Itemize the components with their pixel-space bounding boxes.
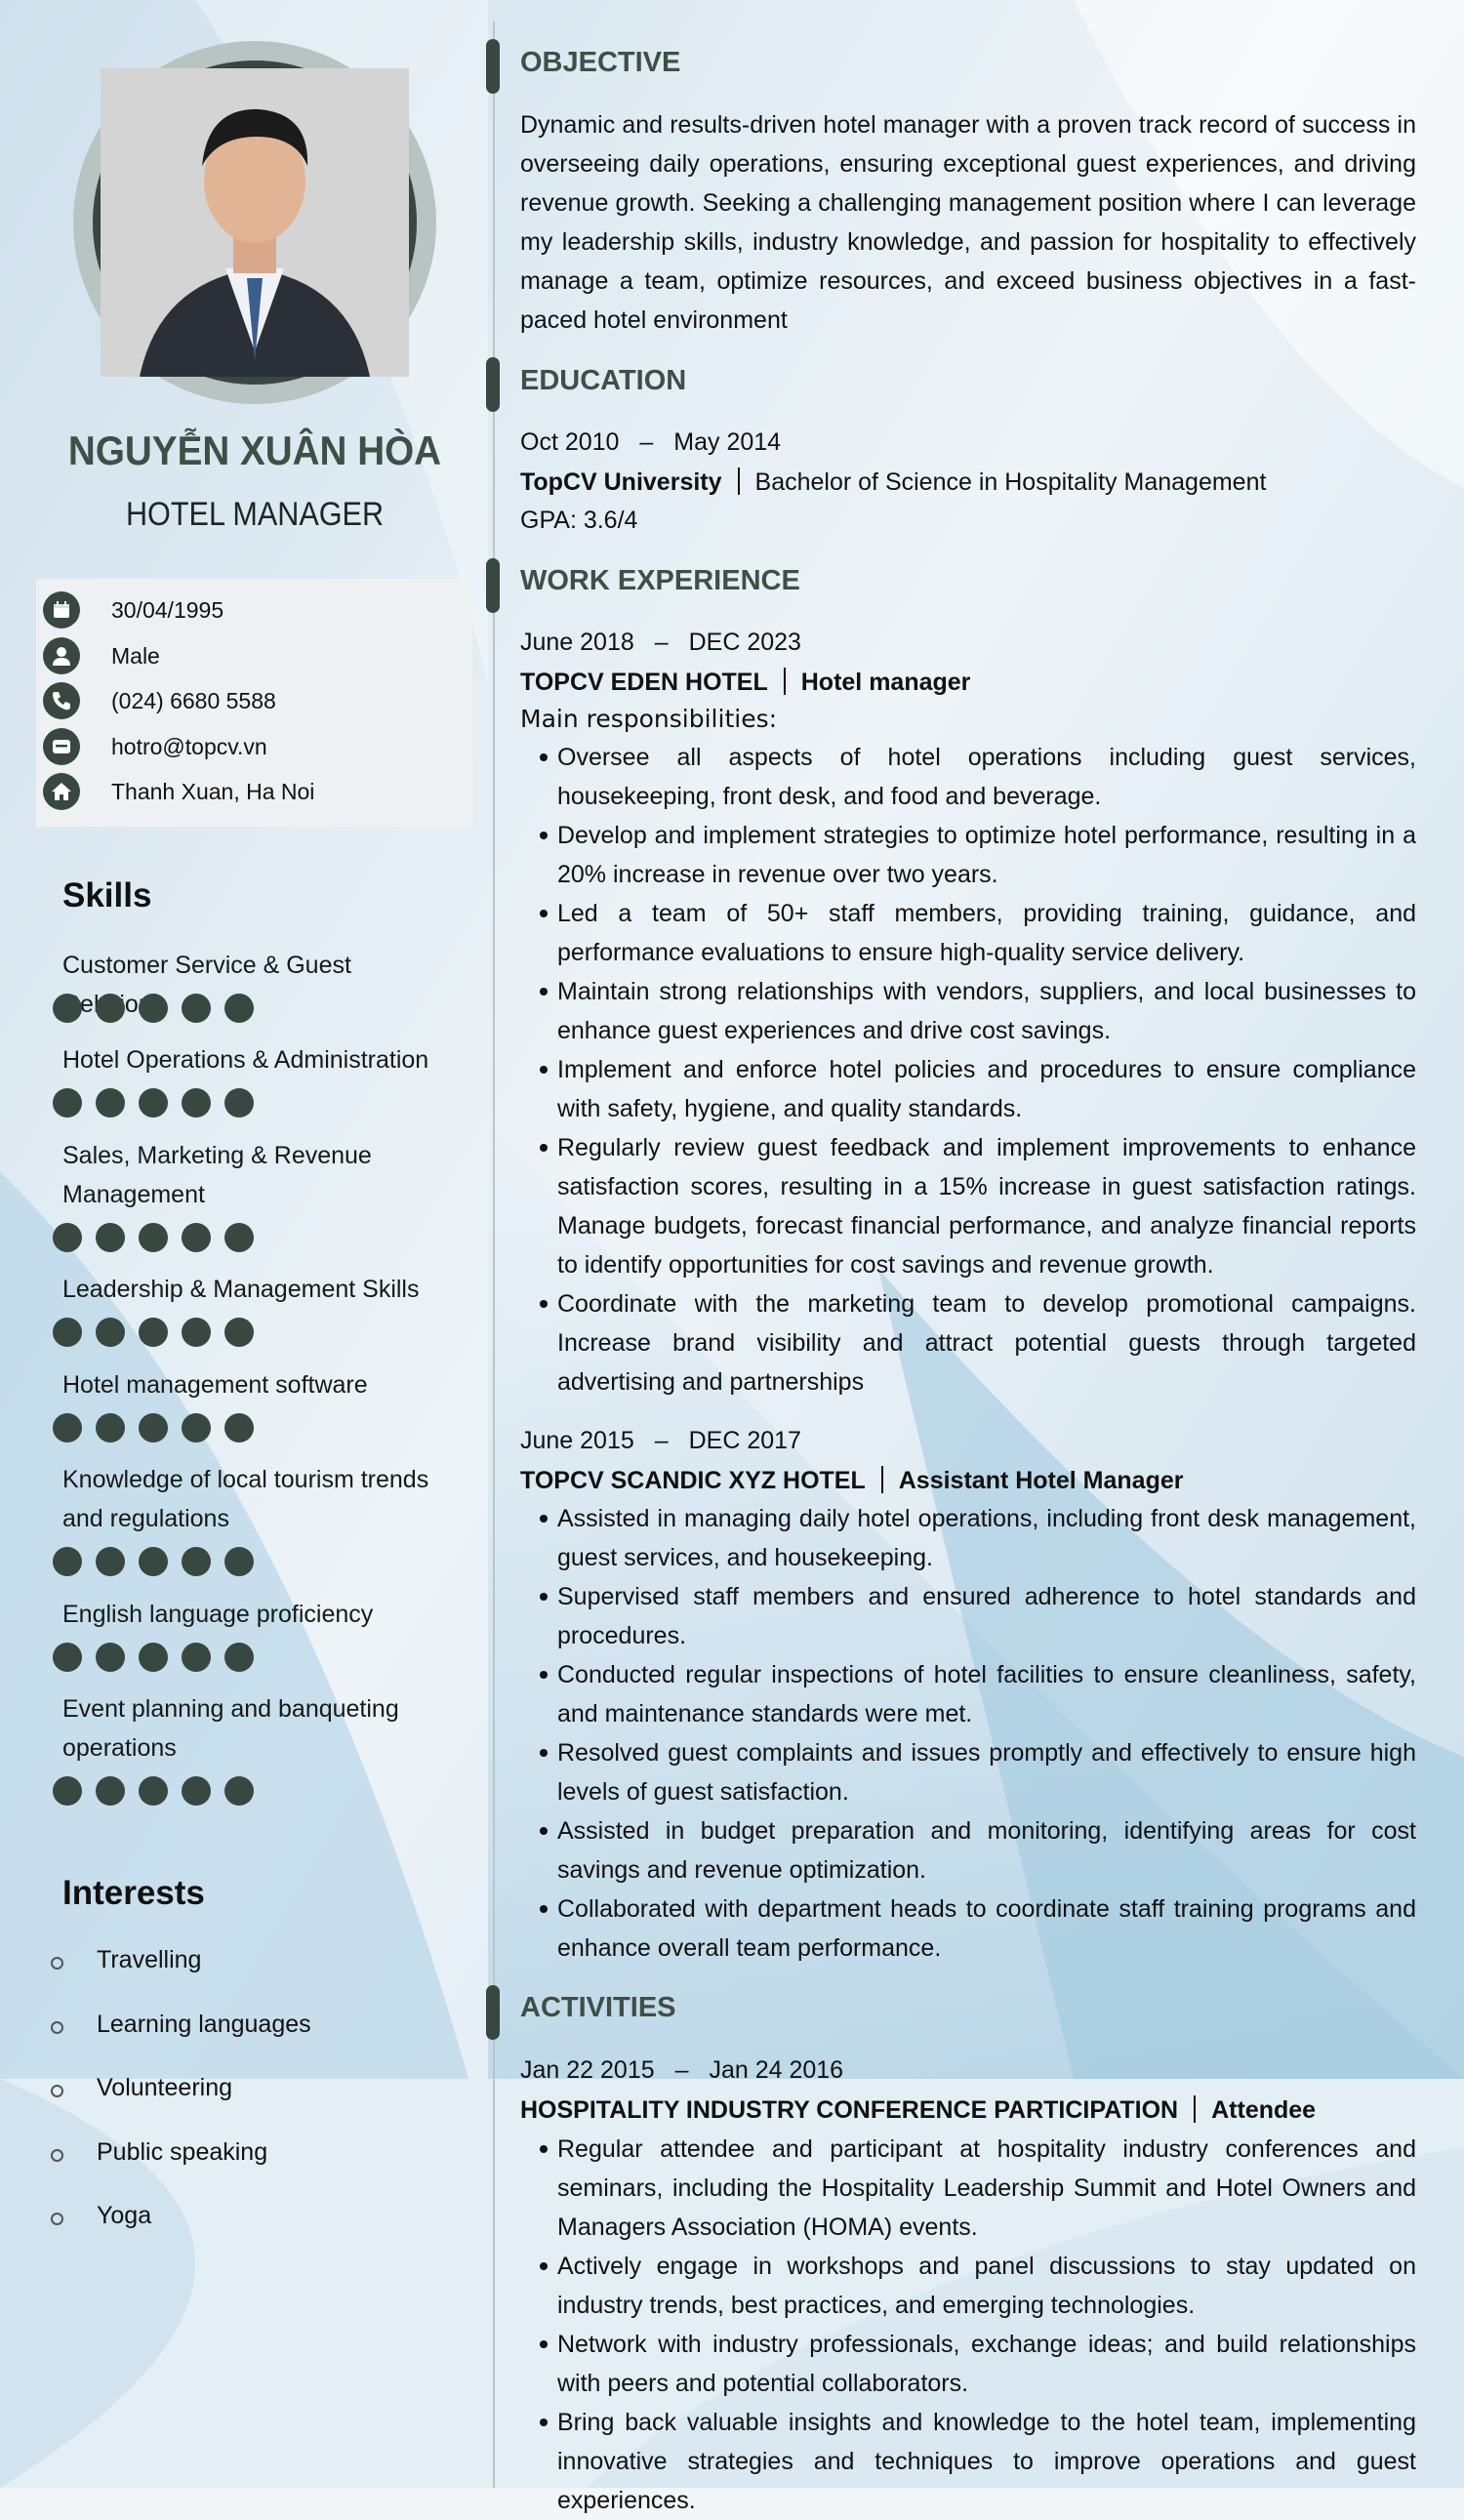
skill-name: Hotel Operations & Administration	[62, 1046, 429, 1074]
skills-title: Skills	[62, 876, 152, 915]
list-item: Resolved guest complaints and issues promptly and effectively to ensure high levels of guest satisfaction.	[520, 1733, 1416, 1811]
calendar-icon	[43, 591, 80, 629]
contact-text: 30/04/1995	[111, 596, 224, 623]
list-item: Regularly review guest feedback and implement improvements to enhance satisfaction scores, resulting in a 15% increase in guest satisfaction ratings. Manage budgets, forecast financial performance, and analyze financial reports to identify opportunities for cost savings and revenue growth.	[520, 1128, 1416, 1284]
skill-name: Event planning and banqueting operations	[62, 1695, 399, 1762]
rating-dot	[182, 1318, 211, 1347]
education-title: EDUCATION	[520, 365, 687, 396]
rating-dot	[224, 1776, 254, 1806]
skill-rating	[53, 1413, 254, 1443]
date-end: Jan 24 2016	[709, 2056, 844, 2084]
rating-dot	[139, 1318, 168, 1347]
skill-name: Customer Service & Guest	[62, 952, 351, 979]
rating-dot	[182, 1088, 211, 1118]
activity-event-line	[520, 2095, 1316, 2125]
list-item: Coordinate with the marketing team to develop promotional campaigns. Increase brand visibility and attract potential guests through targeted advertising and partnerships	[520, 1284, 1416, 1402]
list-item: Assisted in budget preparation and monitoring, identifying areas for cost savings and revenue optimization.	[520, 1811, 1416, 1890]
section-marker	[486, 39, 500, 94]
activity-dates	[520, 2056, 843, 2085]
separator-bar	[784, 668, 786, 695]
profile-photo	[93, 61, 417, 385]
list-item: Supervised staff members and ensured adherence to hotel standards and procedures.	[520, 1577, 1416, 1655]
skill-name: Leadership & Management Skills	[62, 1276, 420, 1303]
education-school-line	[520, 467, 1266, 497]
rating-dot	[139, 1223, 168, 1252]
section-marker	[486, 1985, 500, 2040]
rating-dot	[182, 1413, 211, 1443]
degree: Bachelor of Science in Hospitality Management	[754, 468, 1267, 496]
job-company-line	[520, 1466, 1184, 1495]
list-item: Conducted regular inspections of hotel facilities to ensure cleanliness, safety, and maintenance standards were met.	[520, 1655, 1416, 1733]
rating-dot	[53, 994, 82, 1023]
list-item: Led a team of 50+ staff members, providing training, guidance, and performance evaluations to ensure high-quality service delivery.	[520, 894, 1416, 972]
rating-dot	[96, 1776, 125, 1806]
rating-dot	[224, 1088, 254, 1118]
education-dates	[520, 428, 781, 457]
rating-dot	[182, 1223, 211, 1252]
rating-dot	[182, 1643, 211, 1672]
interest-label: Public speaking	[97, 2138, 268, 2166]
skill-name: Knowledge of local tourism trends and regulations	[62, 1466, 429, 1532]
rating-dot	[139, 1776, 168, 1806]
interests-title: Interests	[62, 1874, 205, 1912]
skill-name: English language proficiency	[62, 1601, 374, 1628]
contact-text: hotro@topcv.vn	[111, 733, 267, 759]
contact-info	[36, 579, 472, 827]
circle-bullet-icon	[51, 1957, 63, 1970]
rating-dot	[53, 1776, 82, 1806]
skill-rating	[53, 994, 254, 1023]
rating-dot	[53, 1547, 82, 1576]
rating-dot	[139, 1413, 168, 1443]
rating-dot	[182, 1776, 211, 1806]
activity-details	[520, 2130, 1416, 2520]
home-icon	[43, 773, 80, 810]
job-company-line	[520, 668, 970, 697]
interest-item	[51, 2074, 232, 2102]
separator-bar	[881, 1466, 883, 1493]
list-item: Maintain strong relationships with vendors, suppliers, and local businesses to enhance guest experiences and drive cost savings.	[520, 972, 1416, 1050]
rating-dot	[139, 1643, 168, 1672]
separator-bar	[1194, 2095, 1196, 2123]
job-dates	[520, 629, 801, 657]
rating-dot	[224, 1318, 254, 1347]
rating-dot	[96, 1643, 125, 1672]
company-name: TOPCV SCANDIC XYZ HOTEL	[520, 1467, 866, 1494]
mail-icon	[43, 728, 80, 765]
date-separator: –	[654, 1427, 669, 1454]
phone-icon	[43, 682, 80, 719]
rating-dot	[139, 1547, 168, 1576]
job-responsibilities	[520, 738, 1416, 1402]
rating-dot	[96, 1088, 125, 1118]
job-position: Hotel manager	[800, 669, 971, 696]
rating-dot	[53, 1318, 82, 1347]
list-item: Regular attendee and participant at hospitality industry conferences and seminars, including the Hospitality Leadership Summit and Hotel Owners and Managers Association (HOMA) events.	[520, 2130, 1416, 2247]
skill-name: Sales, Marketing & Revenue Management	[62, 1142, 372, 1208]
sidebar	[0, 0, 488, 2488]
rating-dot	[53, 1223, 82, 1252]
date-separator: –	[674, 2056, 689, 2084]
event-role: Attendee	[1211, 2096, 1317, 2124]
skill-rating	[53, 1223, 254, 1252]
contact-text: Thanh Xuan, Ha Noi	[111, 778, 315, 804]
rating-dot	[224, 994, 254, 1023]
interest-label: Volunteering	[97, 2074, 233, 2101]
date-separator: –	[639, 428, 654, 456]
date-start: June 2015	[520, 1427, 634, 1454]
objective-title: OBJECTIVE	[520, 47, 681, 78]
rating-dot	[139, 1088, 168, 1118]
rating-dot	[96, 1547, 125, 1576]
separator-bar	[738, 467, 740, 495]
circle-bullet-icon	[51, 2021, 63, 2034]
job-responsibilities	[520, 1499, 1416, 1968]
rating-dot	[53, 1413, 82, 1443]
interest-label: Yoga	[97, 2202, 152, 2229]
rating-dot	[224, 1643, 254, 1672]
rating-dot	[53, 1088, 82, 1118]
candidate-name: NGUYỄN XUÂN HÒA	[67, 427, 442, 473]
list-item: Develop and implement strategies to optimize hotel performance, resulting in a 20% increase in revenue over two years.	[520, 816, 1416, 894]
rating-dot	[182, 1547, 211, 1576]
date-start: Oct 2010	[520, 428, 620, 456]
company-name: TOPCV EDEN HOTEL	[520, 669, 768, 696]
rating-dot	[182, 994, 211, 1023]
interest-label: Travelling	[97, 1946, 202, 1973]
interest-item	[51, 2011, 311, 2039]
activities-title: ACTIVITIES	[520, 1992, 676, 2023]
skill-rating	[53, 1318, 254, 1347]
date-start: Jan 22 2015	[520, 2056, 655, 2084]
skill-name: Hotel management software	[62, 1371, 368, 1399]
contact-row-email	[43, 727, 267, 766]
contact-text: (024) 6680 5588	[111, 687, 276, 713]
gpa: GPA: 3.6/4	[520, 507, 638, 534]
rating-dot	[96, 1318, 125, 1347]
person-portrait-icon	[101, 68, 409, 377]
rating-dot	[224, 1223, 254, 1252]
contact-row-birthday	[43, 590, 224, 630]
date-end: May 2014	[673, 428, 782, 456]
contact-row-address	[43, 772, 314, 811]
responsibilities-label: Main responsibilities:	[520, 705, 778, 733]
list-item: Bring back valuable insights and knowledge to the hotel team, implementing innovative strategies and techniques to improve operations and guest experiences.	[520, 2403, 1416, 2520]
list-item: Implement and enforce hotel policies and procedures to ensure compliance with safety, hygiene, and quality standards.	[520, 1050, 1416, 1128]
circle-bullet-icon	[51, 2149, 63, 2162]
interest-item	[51, 2202, 151, 2230]
profile-photo-ring	[73, 41, 436, 404]
rating-dot	[96, 1223, 125, 1252]
interest-item	[51, 2138, 267, 2167]
date-separator: –	[654, 629, 669, 656]
contact-row-gender	[43, 636, 160, 675]
rating-dot	[96, 994, 125, 1023]
rating-dot	[53, 1643, 82, 1672]
skill-rating	[53, 1643, 254, 1672]
job-dates	[520, 1427, 801, 1455]
interest-label: Learning languages	[97, 2011, 311, 2038]
list-item: Network with industry professionals, exchange ideas; and build relationships with peers and potential collaborators.	[520, 2325, 1416, 2403]
section-marker	[486, 357, 500, 412]
circle-bullet-icon	[51, 2085, 63, 2097]
date-start: June 2018	[520, 629, 634, 656]
list-item: Collaborated with department heads to coordinate staff training programs and enhance overall team performance.	[520, 1890, 1416, 1968]
circle-bullet-icon	[51, 2213, 63, 2225]
skill-rating	[53, 1547, 254, 1576]
date-end: DEC 2017	[688, 1427, 801, 1454]
rating-dot	[96, 1413, 125, 1443]
rating-dot	[224, 1547, 254, 1576]
rating-dot	[224, 1413, 254, 1443]
list-item: Assisted in managing daily hotel operations, including front desk management, guest services, and housekeeping.	[520, 1499, 1416, 1577]
objective-text: Dynamic and results-driven hotel manager with a proven track record of success in overseeing daily operations, ensuring exceptional guest experiences, and driving revenue growth. Seeking a challenging management position where I can leverage my leadership skills, industry knowledge, and passion for hospitality to effectively manage a team, optimize resources, and exceed business objectives in a fast-paced hotel environment	[520, 111, 1416, 334]
job-position: Assistant Hotel Manager	[898, 1467, 1184, 1494]
skill-rating	[53, 1776, 254, 1806]
work-title: WORK EXPERIENCE	[520, 565, 800, 596]
candidate-role: HOTEL MANAGER	[125, 496, 385, 533]
list-item: Actively engage in workshops and panel discussions to stay updated on industry trends, best practices, and emerging technologies.	[520, 2247, 1416, 2325]
contact-text: Male	[111, 642, 160, 669]
user-icon	[43, 637, 80, 674]
interest-item	[51, 1946, 201, 1974]
date-end: DEC 2023	[688, 629, 801, 656]
school-name: TopCV University	[520, 468, 722, 496]
event-name: HOSPITALITY INDUSTRY CONFERENCE PARTICIPATION	[520, 2096, 1179, 2124]
rating-dot	[139, 994, 168, 1023]
section-marker	[486, 558, 500, 613]
list-item: Oversee all aspects of hotel operations including guest services, housekeeping, front desk, and food and beverage.	[520, 738, 1416, 816]
contact-row-phone	[43, 681, 276, 720]
skill-rating	[53, 1088, 254, 1118]
